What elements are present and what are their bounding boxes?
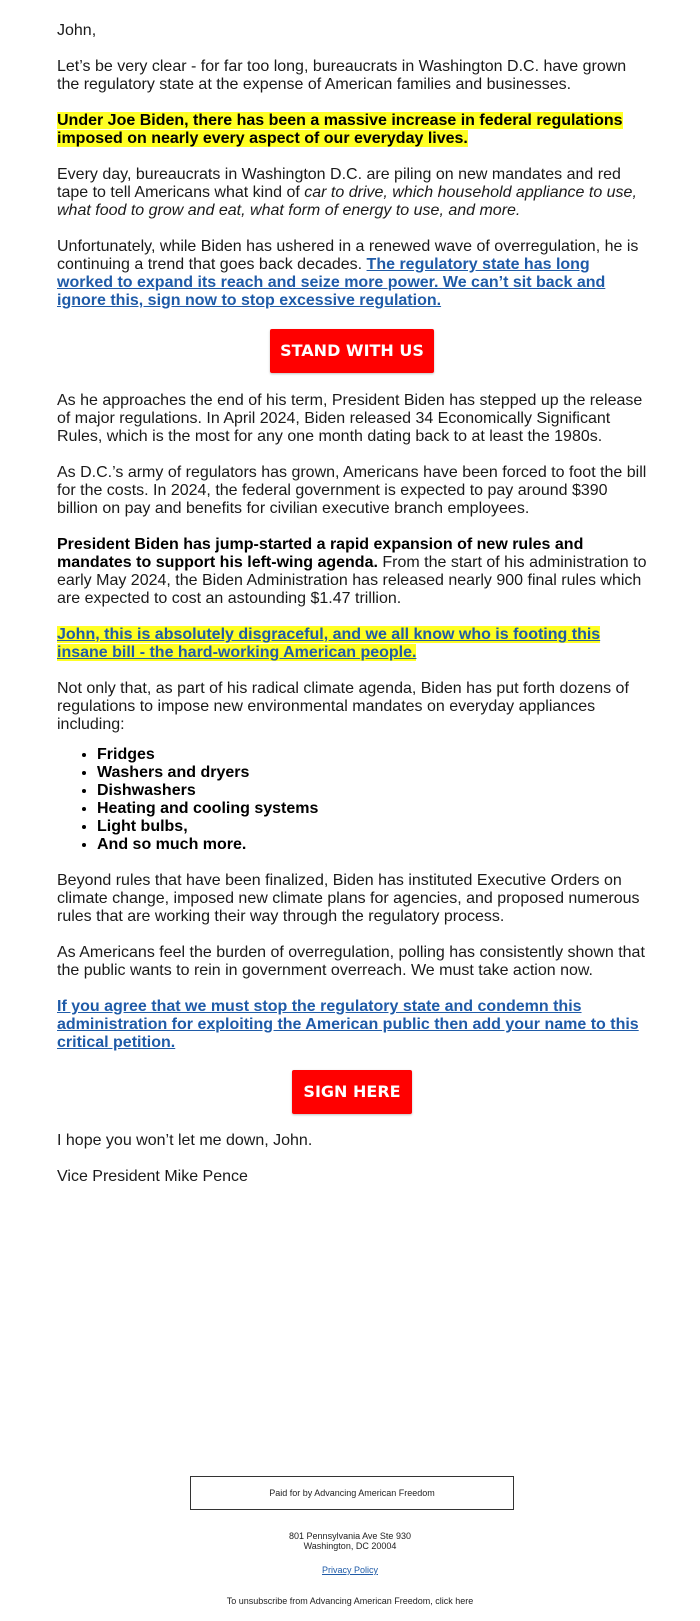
list-item: • Heating and cooling systems [97,800,647,818]
list-item: • Washers and dryers [97,764,647,782]
mandates-italic: car to drive, which household appliance to use, what food to grow and eat, what form of energy to use, and more. [57,184,637,219]
highlight-paragraph [57,112,647,148]
executive-orders-paragraph: Beyond rules that have been finalized, Biden has instituted Executive Orders on climate change, imposed new climate plans for agencies, and proposed numerous rules that are working their way through the regulatory process. [57,872,640,925]
petition-paragraph [57,998,647,1052]
mailing-address [0,1531,700,1551]
privacy-row [0,1565,700,1575]
sign-here-button[interactable]: SIGN HERE [292,1070,412,1114]
expansion-paragraph [57,536,647,608]
polling-paragraph: As Americans feel the burden of overregulation, polling has consistently shown that the public wants to rein in government overreach. We must take action now. [57,944,645,979]
climate-paragraph: Not only that, as part of his radical climate agenda, Biden has put forth dozens of regulations to impose new environmental mandates on everyday appliances including: [57,680,629,733]
overregulation-paragraph [57,238,647,310]
unsubscribe-link[interactable]: To unsubscribe from Advancing American Freedom, click here [226,1596,474,1606]
list-item: • Fridges [97,746,647,764]
highlighted-text: Under Joe Biden, there has been a massive increase in federal regulations imposed on nearly every aspect of our everyday lives. [57,112,623,147]
disgraceful-paragraph [57,626,647,662]
signature: Vice President Mike Pence [57,1168,248,1185]
appliance-list [57,746,647,854]
stand-with-us-button[interactable]: STAND WITH US [270,329,434,373]
address-line-2: Washington, DC 20004 [303,1541,397,1551]
sign-button-wrap [57,1070,647,1114]
sign-now-link[interactable]: The regulatory state has long worked to expand its reach and seize more power. We can’t sit back and ignore this, sign now to stop excessive regulation. [57,256,606,309]
list-item: • And so much more. [97,836,647,854]
greeting: John, [57,22,97,39]
release-paragraph: As he approaches the end of his term, President Biden has stepped up the release of major regulations. In April 2024, Biden released 34 Economically Significant Rules, which is the most for any one month dating back to at least the 1980s. [57,392,643,445]
email-body [57,22,647,1204]
list-item: • Dishwashers [97,782,647,800]
mandates-text: Every day, bureaucrats in Washington D.C. are piling on new mandates and red tape to tell Americans what kind of [57,166,621,201]
petition-link[interactable]: If you agree that we must stop the regulatory state and condemn this administration for exploiting the American public then add your name to this critical petition. [57,998,639,1051]
expansion-bold: President Biden has jump-started a rapid expansion of new rules and mandates to support his left-wing agenda. [57,536,584,571]
expansion-text: From the start of his administration to early May 2024, the Biden Administration has released nearly 900 final rules which are expected to cost an astounding $1.47 trillion. [57,554,647,607]
mandates-paragraph [57,166,647,220]
intro-paragraph: Let’s be very clear - for far too long, bureaucrats in Washington D.C. have grown the regulatory state at the expense of American families and businesses. [57,58,627,93]
privacy-policy-link[interactable]: Privacy Policy [321,1565,378,1575]
paid-for-box: Paid for by Advancing American Freedom [190,1476,514,1510]
address-line-1: 801 Pennsylvania Ave Ste 930 [289,1531,411,1541]
closing-line: I hope you won’t let me down, John. [57,1132,313,1149]
disgraceful-link[interactable]: John, this is absolutely disgraceful, and we all know who is footing this insane bill - the hard-working American people. [57,626,601,661]
overregulation-text: Unfortunately, while Biden has ushered in a renewed wave of overregulation, he is continuing a trend that goes back decades. [57,238,639,273]
stand-button-wrap [57,328,647,374]
list-item: • Light bulbs, [97,818,647,836]
costs-paragraph: As D.C.’s army of regulators has grown, Americans have been forced to foot the bill for the costs. In 2024, the federal government is expected to pay around $390 billion on pay and benefits for civilian executive branch employees. [57,464,647,517]
